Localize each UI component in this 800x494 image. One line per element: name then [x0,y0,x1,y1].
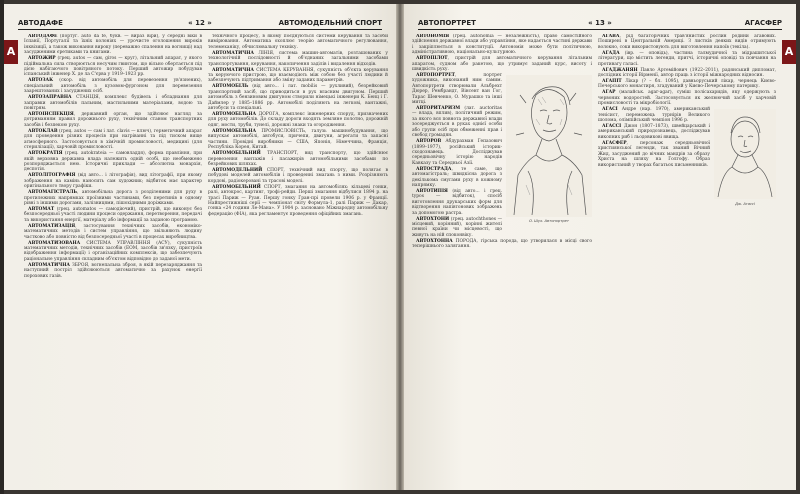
letter-tab: А [782,40,796,64]
entry-headword: АВТОМАТИЧНА [28,262,70,268]
entry: АВТОХТОНИ (грец. autochthones — місцевий, корінний), корінні жителі певної країни чи місцевості, що живуть на ній споконвіку. [412,216,502,238]
entry: АВТОМОДЕЛЬНИЙ СПОРТ, технічний вид спорту, що полягає в побудові моделей автомобілів і проведенні змагань з ними. Розрізняють кордові, радіокеровані та трасові моделі. [208,167,388,184]
header-rule [418,29,782,30]
entry-headword: АГАВА [602,34,620,39]
entry-headword: АВТОМАТ [28,206,55,212]
right-page-number: « 13 » [588,19,612,27]
figure-caption: О. Шух. Автопортрет [529,219,569,224]
entry-headword: АВТОКЛАВ [28,128,58,134]
right-running-head: АВТОПОРТРЕТ [418,19,476,27]
entry-headword: АВТОМАТИЧНА [212,50,254,56]
entry-headword: АГАДЖАНЯН [602,67,638,73]
entry-headword: АВТОХТОННА [416,238,453,244]
entry-headword: АВТОМАТИЗОВАНА [28,240,81,246]
entry-headword: АВТОЗАК [28,78,54,84]
left-running-head: АВТОДАФЕ [18,19,63,27]
entry-headword: АВТОНОМІЯ [416,34,450,39]
entry: АГАСІ Андре (нар. 1970), американський тенісист, переможець турнірів Великого шолома, олімпійський чемпіон 1996 р. [598,107,710,124]
entry-headword: АВТОПОРТРЕТ [416,73,455,79]
entry: АВТОСТРАДА, те саме, що автомагістраль; швидкісна дорога з декількома смугами руху в кожному напрямку. [412,166,502,188]
entry-headword: АГАДА [602,50,620,56]
left-column-1 [24,34,202,478]
entry: АВТОЗАК (скор. від автомобіль для перевезення ув'язнених), спеціальний автомобіль з кузовом-фургоном для перевезення заарештованих і засуджених осіб. [24,78,202,95]
entry-headword: АВТОМАГІСТРАЛЬ [28,190,78,196]
entry-headword: АВТОМОБІЛЬНИЙ [212,151,261,157]
entry: АВТОМОБІЛЬНА ДОРОГА, комплекс інженерних споруд, призначених для руху автомобілів. До складу дороги входять земляне полотно, дорожній одяг, мости, труби, тунелі, дорожні знаки та огородження. [208,112,388,128]
entry-headword: АВТОРОВ [416,139,442,145]
entry: АВТОПОРТРЕТ, портрет художника, виконаний ним самим. Автопортрети створювали Альбрехт Дюрер, Рембрандт, Вінсент ван Гог, Тарас Шевченко, О. Мурашко та інші митці. [412,73,502,106]
entry-headword: АВТОХТОНИ [416,216,450,222]
entry-headword: АГАР [602,90,616,96]
left-page-header [18,18,382,30]
entry-headword: АВТОМАТИЗАЦІЯ [28,223,76,229]
right-page-header [418,18,782,30]
entry: АВТОМАТИЗОВАНА СИСТЕМА УПРАВЛІННЯ (АСУ), сукупність математичних методів, технічних засобів (ЕОМ, засобів зв'язку, пристроїв відображення інформації) і організаційних комплексів, що забезпечують раціональне управління складним об'єктом відповідно до заданої мети. [24,240,202,262]
entry-headword: АВТОМОБІЛЬ [212,84,249,90]
entry: АВТОМОБІЛЬ (від авто... і лат. mobilis — рухливий), безрейковий транспортний засіб, що приводиться в рух власним двигуном. Перший автомобіль з бензиновим двигуном створили німецькі інженери К. Бенц і Г. Даймлер у 1885–1886 рр. Автомобілі поділяють на легкові, вантажні, автобуси та спеціальні. [208,84,388,112]
entry: АВТОТИПІЯ (від авто... і грец. typos — відбиток), спосіб виготовлення друкарських форм для відтворення напівтонових зображень за допомогою растра. [412,188,502,216]
left-running-head-end: АВТОМОДЕЛЬНИЙ СПОРТ [278,19,382,27]
book-gutter [396,4,404,490]
entry: АГАР (малайськ. agar-agar), суміш полісахаридів, яку одержують з червоних водоростей. Застосовується як желюючий засіб у харчовій промисловості та мікробіології. [598,90,776,107]
entry: АГАДА (івр. — оповідь), частина талмудичної та мідрашитської літератури, що містить легенди, притчі, історичні оповіді та повчання на противагу галасі. [598,50,776,67]
entry: АВТОРОВ Абдурахман Гепазович (1899–1977), російський історик-сходознавець. Досліджував середньовічну історію народів Кавказу та Середньої Азії. [412,139,502,166]
entry: АВТОМАТИЗАЦІЯ, застосування технічних засобів, економіко-математичних методів і систем управління, що звільняють людину частково або повністю від безпосередньої участі в процесах виробництва. [24,223,202,240]
entry: АГАСФЕР, персонаж середньовічної християнської легенди, так званий Вічний Жид, засуджений до вічних мандрів за образу Христа на шляху на Голгофу. Образ використаний у творах багатьох письменників. [598,140,710,168]
right-column-1 [412,34,592,478]
header-rule [18,29,382,30]
self-portrait-figure [506,75,592,225]
entry-headword: АВТОТИПІЯ [416,188,448,194]
entry: АВТОМАТИЧНА ЗБРОЯ, вогнепальна зброя, в якій перезаряджання та наступний постріл здійснюються автоматично за рахунок енергії порохових газів. [24,262,202,279]
entry-headword: АВТОМОБІЛЬНИЙ [212,184,261,190]
entry: АГАДЖАНЯН Павло Артемійович (1922–2011), радянський дипломат, дослідник історії Вірменії, автор праць з історії міжнародних відносин. [598,67,776,79]
portrait-sketch-image [506,75,592,217]
entry-headword: АГАСІ [602,107,618,113]
entry: АВТОМАГІСТРАЛЬ, автомобільна дорога з розділеними для руху в протилежних напрямках проїзними частинами, без перетинів в одному рівні з іншими дорогами, залізницями, пішохідними доріжками. [24,190,202,206]
entry: АВТОІНСПЕКЦІЯ, державний орган, що здійснює нагляд за дотриманням правил дорожнього руху, технічним станом транспортних засобів і безпекою руху. [24,112,202,128]
entry-headword: АВТОЛІТОГРАФІЯ [28,173,76,179]
right-running-head-end: АГАСФЕР [744,19,782,27]
figure-caption: Дж. Агассі [735,201,755,206]
entry: АВТОМОБІЛЬНИЙ ТРАНСПОРТ, вид транспорту, що здійснює перевезення вантажів і пасажирів автомобільними засобами по безрейкових шляхах. [208,151,388,167]
entry: АВТОХТОННА ПОРОДА, гірська порода, що утворилася в місці свого теперішнього залягання. [412,238,592,250]
entry-headword: АВТОКРАТІЯ [28,151,63,157]
entry: АВТОЛІТОГРАФІЯ (від авто... і літографія), вид літографії, при якому зображення на камінь наносить сам художник; відбиток має характер оригінального твору графіки. [24,173,202,190]
entry: АВТОПІЛОТ, пристрій для автоматичного керування літальним апаратом, судном або ракетою, що утримує заданий курс, висоту і швидкість руху. [412,56,592,73]
entry-headword: АВТОЖИР [28,56,56,62]
entry: АВТОМАТИЧНА СИСТЕМА КЕРУВАННЯ, сукупність об'єкта керування та керуючого пристрою, що взаємодіють між собою без участі людини й забезпечують підтримання або зміну заданих параметрів. [208,67,388,84]
agassi-sketch-image [714,109,776,199]
entry-headword: АВТОЗАПРАВНА [28,95,72,101]
left-column-2 [208,34,388,478]
entry: АВТОМАТИЧНА ЛІНІЯ, система машин-автоматів, розташованих у технологічній послідовності й об'єднаних загальними засобами транспортування, керування, накопичення заділів і видалення відходів. [208,50,388,67]
entry-headword: АГАПІТ [602,79,622,85]
entry: АГАССІ Джон (1807–1873), швейцарський і американський природознавець, досліджував викопних риб і льодовикові явища. [598,124,710,140]
entry-headword: АВТОМОБІЛЬНА [212,128,257,134]
left-page [4,4,396,490]
entry-headword: АГАСФЕР [602,140,627,146]
entry: АВТОКЛАВ (грец. autos — сам і лат. clavis — ключ), герметичний апарат для проведення різних процесів при нагріванні та під тиском вище атмосферного. Застосовується в хімічній промисловості, медицині (для стерилізації), харчовій промисловості. [24,128,202,151]
entry-headword: АВТОПІЛОТ [416,56,448,62]
entry: АВТОКРАТІЯ (грец. autokrateia — самовладдя), форма правління, при якій верховна державна влада належить одній особі, що необмежено розпоряджається нею. Історичні приклади — абсолютна монархія, деспотія. [24,151,202,173]
right-page [404,4,796,490]
entry: АВТОЖИР (грец. autos — сам, giros — круг), літальний апарат, у якого підіймальна сила створюється несучим гвинтом, що вільно обертається під дією набігаючого повітряного потоку. Перший автожир побудував іспанський інженер Х. де ла С'єрва у 1919–1923 рр. [24,56,202,78]
left-page-number: « 12 » [188,19,212,27]
entry-headword: АВТОМОБІЛЬНА [212,112,257,118]
entry-headword: АВТОРИТАРИЗМ [416,106,461,112]
agassi-portrait-figure [714,109,776,205]
entry: АВТОЗАПРАВНА СТАНЦІЯ, комплекс будівель і обладнання для заправки автомобілів пальним, мастильними матеріалами, водою та повітрям. [24,95,202,112]
entry: АГАВА, рід багаторічних трав'янистих рослин родини агавових. Поширені в Центральній Америці. З листків деяких видів отримують волокно, соки використовують для виготовлення напоїв (текіла). [598,34,776,50]
entry: АВТОМОБІЛЬНА ПРОМИСЛОВІСТЬ, галузь машинобудування, що випускає автомобілі, автобуси, причепи, двигуни, агрегати та запасні частини. Провідні виробники — США, Японія, Німеччина, Франція, Республіка Корея, Китай. [208,128,388,151]
entry-headword: АВТОСТРАДА [416,166,452,172]
entry: АВТОРИТАРИЗМ (лат. auctoritas — влада, вплив), політичний режим, за якого вся повнота державної влади зосереджується в руках однієї особи або групи осіб при обмеженні прав і свобод громадян. [412,106,502,139]
entry: АВТОНОМІЯ (грец. autonomia — незалежність), право самостійного здійснення державної влади або управління, яке надається частині держави і закріплюється в конституції. Автономія може бути політичною, адміністративною, національно-культурною. [412,34,592,56]
entry-headword: АВТОІНСПЕКЦІЯ [28,112,74,118]
entry: АВТОМАТ (грец. automatos — самодіючий), пристрій, що виконує без безпосередньої участі людини процеси одержання, перетворення, передачі та використання енергії, матеріалу або інформації за заданою програмою. [24,206,202,223]
entry-headword: АГАССІ [602,124,622,130]
right-column-2 [598,34,776,478]
entry: АВТОДАФЕ (португ. auto da fe, букв. — вираз віри), у середні віки в Іспанії, Португалії та їхніх колоніях — урочисте оголошення вироків інквізиції, а також виконання вироку (переважно спалення на вогнищі) над засудженими єретиками та книгами. [24,34,202,56]
entry: технічного процесу, в якому поєднуються системи керування та засоби вимірювання. Автоматика охоплює теорію автоматичного регулювання, телемеханіку, обчислювальну техніку. [208,34,388,50]
entry: АВТОМОБІЛЬНИЙ СПОРТ, змагання на автомобілях: кільцеві гонки, ралі, автокрос, картинг, трофі-рейди. Перші змагання відбулися 1894 р. на трасі Париж — Руан. Першу гонку Гран-прі провели 1906 р. у Франції. Найпрестижніші серії — чемпіонат світу Формула-1, ралі Париж — Дакар, гонка «24 години Ле-Мана». У 1904 р. засновано Міжнародну автомобільну федерацію (ФІА), яка регламентує проведення офіційних змагань. [208,184,388,217]
entry: АГАПІТ Лікар (? – бл. 1095), давньоруський лікар, чернець Києво-Печерського монастиря, згадуваний у Києво-Печерському патерику. [598,79,776,90]
entry-headword: АВТОМОДЕЛЬНИЙ [212,167,263,173]
letter-tab: А [4,40,18,64]
entry-headword: АВТОДАФЕ [28,34,58,39]
entry-headword: АВТОМАТИЧНА [212,67,254,73]
